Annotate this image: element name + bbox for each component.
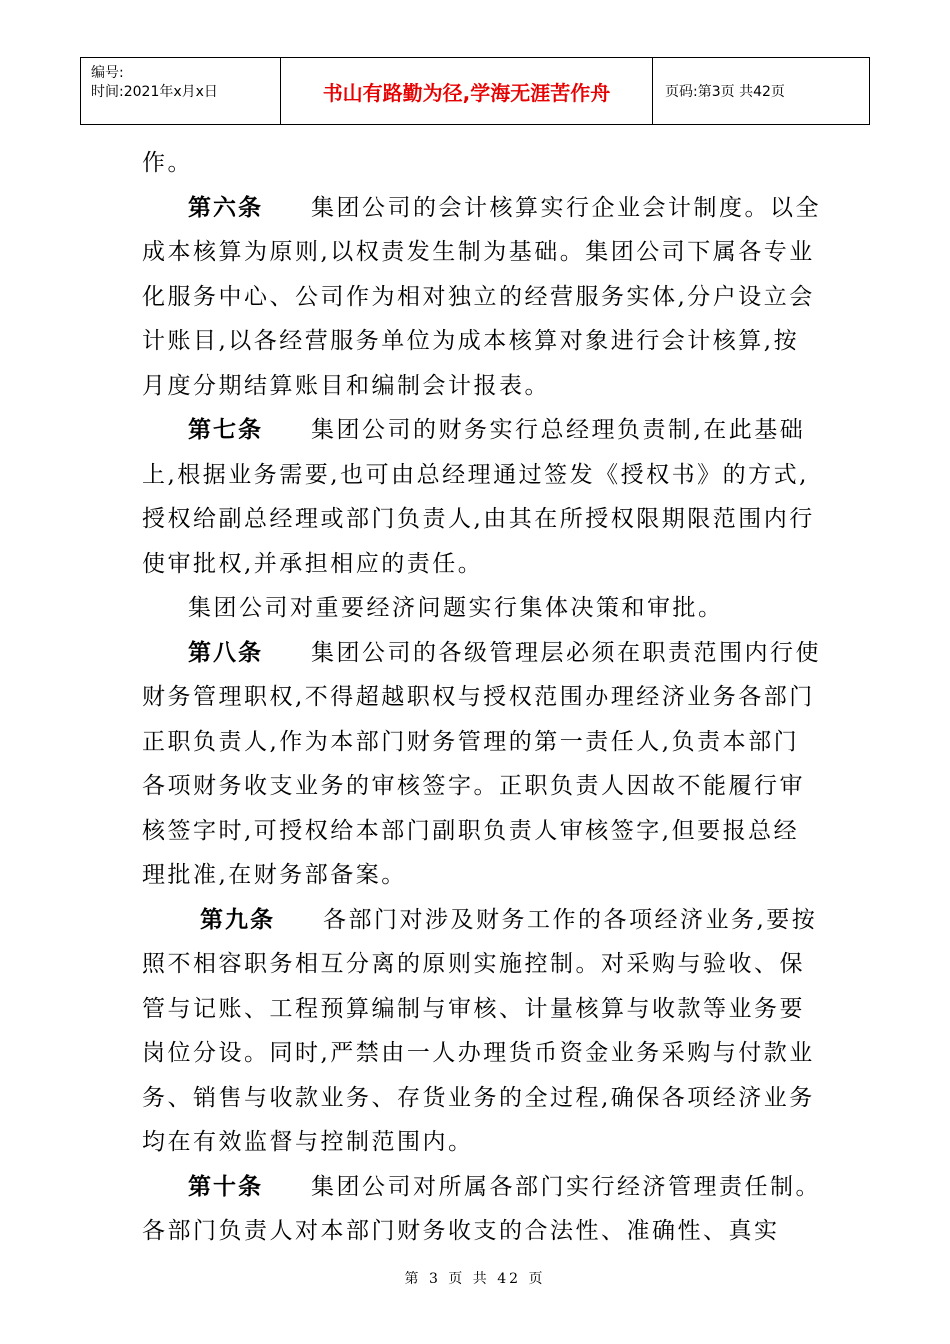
article-9-text: 各部门对涉及财务工作的各项经济业务,要按照不相容职务相互分离的原则实施控制。对采购与验收、保管与记账、工程预算编制与审核、计量核算与收款等业务要岗位分设。同时,严禁由一人办理货币资金业务采购与付款业务、销售与收款业务、存货业务的全过程,确保各项经济业务均在有效监督与控制范围内。 xyxy=(142,906,818,1155)
article-7-text: 集团公司的财务实行总经理负责制,在此基础上,根据业务需要,也可由总经理通过签发《授权书》的方式,授权给副总经理或部门负责人,由其在所授权限期限范围内行使审批权,并承担相应的责任。 xyxy=(142,417,815,577)
article-9 xyxy=(142,898,822,1165)
continued-text: 作。 xyxy=(142,150,193,176)
article-10-title: 第十条 xyxy=(188,1173,263,1200)
article-8-text: 集团公司的各级管理层必须在职责范围内行使财务管理职权,不得超越职权与授权范围办理经济业务各部门正职负责人,作为本部门财务管理的第一责任人,负责本部门各项财务收支业务的审核签字。正职负责人因故不能履行审核签字时,可授权给本部门副职负责人审核签字,但要报总经理批准,在财务部备案。 xyxy=(142,639,821,888)
header-page-info: 页码:第3页 共42页 xyxy=(665,84,785,100)
article-6-title: 第六条 xyxy=(188,194,263,221)
page-header xyxy=(80,57,870,125)
article-10-text: 集团公司对所属各部门实行经济管理责任制。各部门负责人对本部门财务收支的合法性、准确性、真实 xyxy=(142,1173,821,1244)
header-meta xyxy=(81,58,281,124)
document-body xyxy=(142,141,822,1254)
article-8-title: 第八条 xyxy=(188,639,263,666)
article-7 xyxy=(142,408,822,586)
time-label: 时间:2021年x月x日 xyxy=(91,84,218,100)
page-footer: 第 3 页 共 42 页 xyxy=(404,1271,546,1287)
article-7-extra: 集团公司对重要经济问题实行集体决策和审批。 xyxy=(188,595,724,621)
number-label: 编号: xyxy=(91,65,124,81)
article-6-text: 集团公司的会计核算实行企业会计制度。以全成本核算为原则,以权责发生制为基础。集团公司下属各专业化服务中心、公司作为相对独立的经营服务实体,分户设立会计账目,以各经营服务单位为成本核算对象进行会计核算,按月度分期结算账目和编制会计报表。 xyxy=(142,194,821,399)
article-7-title: 第七条 xyxy=(188,417,263,443)
header-motto: 书山有路勤为径,学海无涯苦作舟 xyxy=(281,58,653,124)
article-10 xyxy=(142,1165,822,1254)
article-9-title: 第九条 xyxy=(200,906,275,933)
article-6 xyxy=(142,186,822,409)
article-8 xyxy=(142,631,822,898)
